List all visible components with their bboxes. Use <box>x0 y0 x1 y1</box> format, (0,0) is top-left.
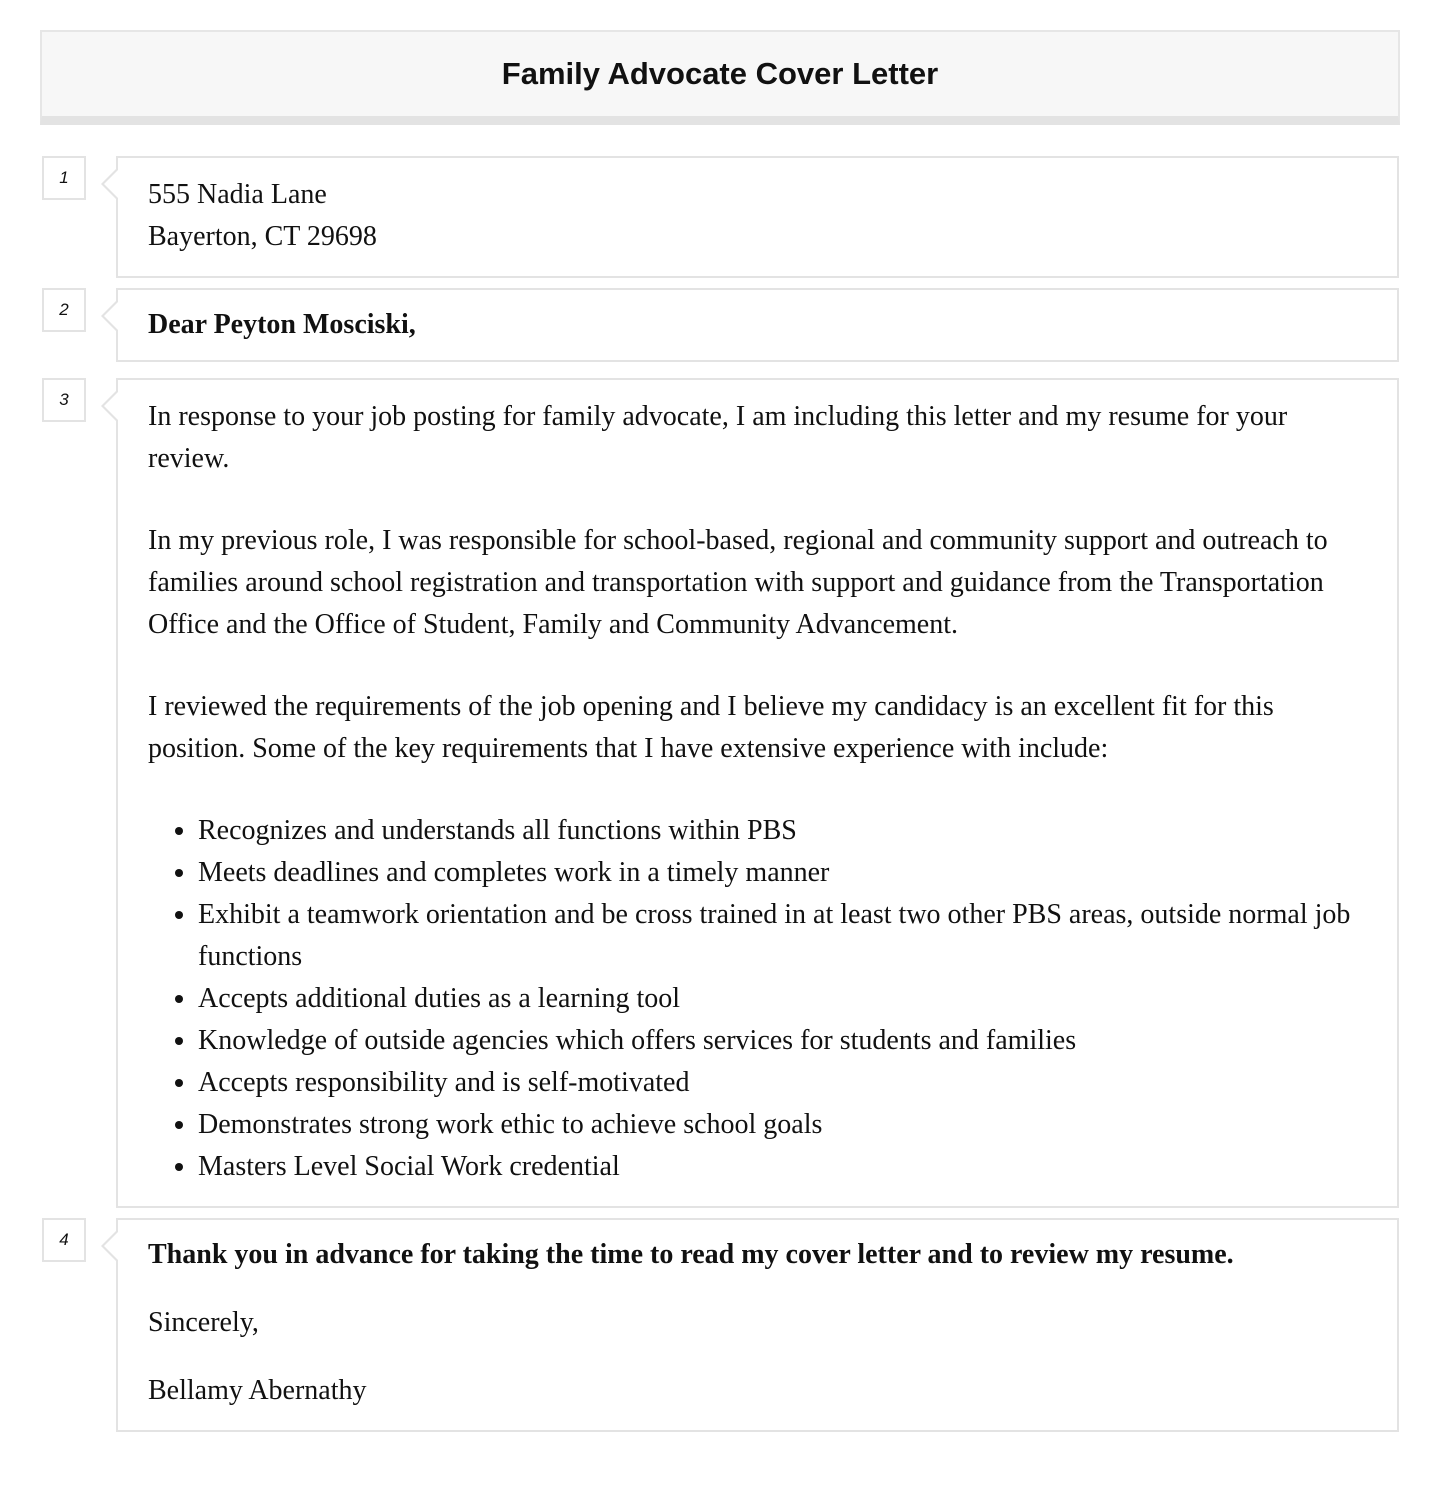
closing-statement: Thank you in advance for taking the time to read my cover letter and to review my resume. <box>148 1239 1234 1270</box>
body-paragraph-3: I reviewed the requirements of the job opening and I believe my candidacy is an excellent fit for this position. Some of the key requirements that I have extensive experience with include: <box>148 691 1274 764</box>
section-content-box <box>116 1218 1399 1432</box>
list-item: • Demonstrates strong work ethic to achieve school goals <box>198 1104 1367 1146</box>
list-item: • Meets deadlines and completes work in a timely manner <box>198 852 1367 894</box>
document-header <box>40 30 1400 125</box>
list-item: • Knowledge of outside agencies which offers services for students and families <box>198 1020 1367 1062</box>
list-item: • Exhibit a teamwork orientation and be cross trained in at least two other PBS areas, outside normal job functions <box>198 894 1367 978</box>
body-paragraph-2: In my previous role, I was responsible for school-based, regional and community support and outreach to families around school registration and transportation with support and guidance from the Transportation Office and the Office of Student, Family and Community Advancement. <box>148 525 1328 640</box>
section-number-badge: 2 <box>42 288 86 332</box>
list-item: • Accepts additional duties as a learning tool <box>198 978 1367 1020</box>
section-content-box <box>116 378 1399 1208</box>
requirements-list <box>148 810 1367 1188</box>
body-paragraph-1: In response to your job posting for family advocate, I am including this letter and my resume for your review. <box>148 401 1288 474</box>
list-item: • Accepts responsibility and is self-motivated <box>198 1062 1367 1104</box>
address-line-1: 555 Nadia Lane <box>148 179 327 210</box>
section-number-badge: 1 <box>42 156 86 200</box>
list-item: • Masters Level Social Work credential <box>198 1146 1367 1188</box>
section-content-box <box>116 156 1399 278</box>
sign-off: Sincerely, <box>148 1307 259 1338</box>
salutation: Dear Peyton Mosciski, <box>148 309 416 340</box>
section-number-badge: 4 <box>42 1218 86 1262</box>
address-line-2: Bayerton, CT 29698 <box>148 221 377 252</box>
list-item: • Recognizes and understands all functions within PBS <box>198 810 1367 852</box>
section-content-box <box>116 288 1399 362</box>
signature-name: Bellamy Abernathy <box>148 1375 367 1406</box>
section-number-badge: 3 <box>42 378 86 422</box>
document-title: Family Advocate Cover Letter <box>501 56 939 91</box>
